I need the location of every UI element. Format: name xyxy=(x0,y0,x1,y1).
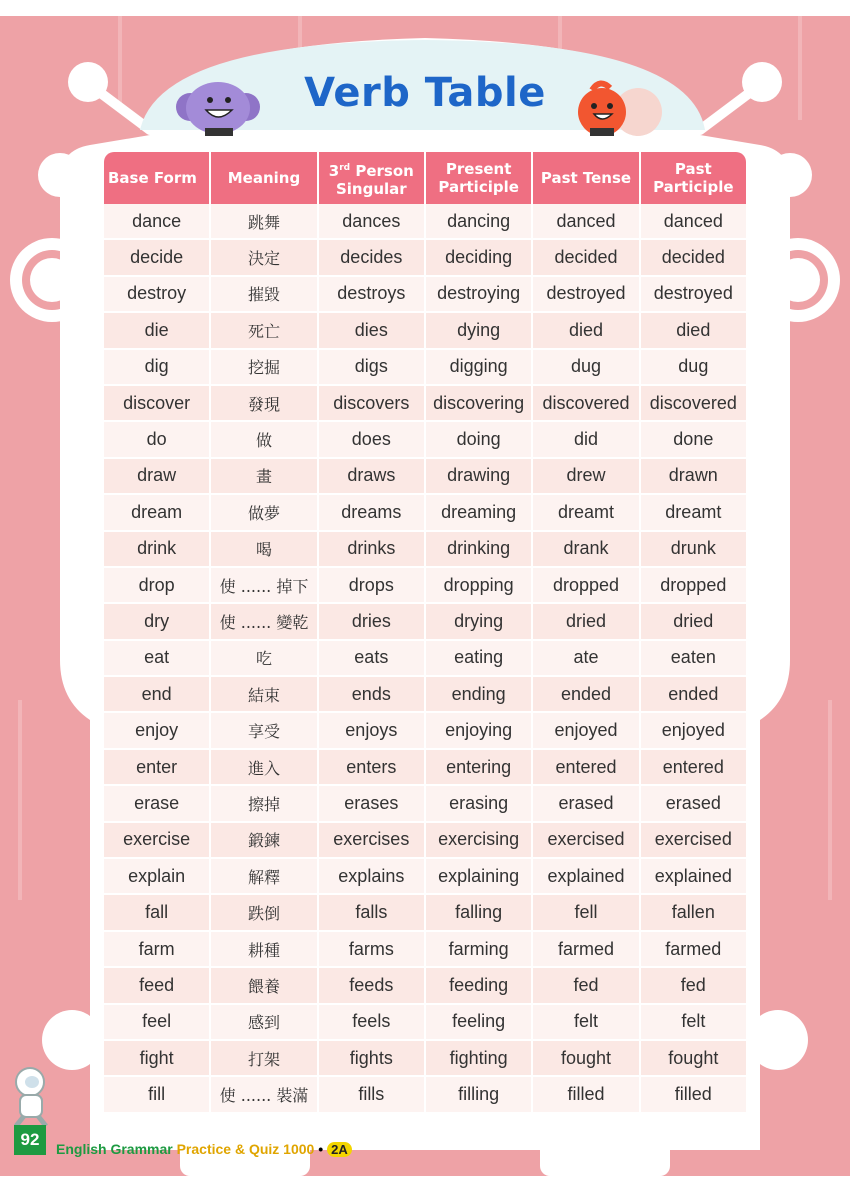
cell-past-participle: done xyxy=(641,422,746,458)
table-row xyxy=(104,350,746,386)
cell-present-participle: falling xyxy=(426,895,531,931)
cell-past-participle: felt xyxy=(641,1005,746,1041)
table-row xyxy=(104,604,746,640)
cell-base-form: do xyxy=(104,422,209,458)
astronaut-icon xyxy=(16,1068,46,1126)
cell-third-person: farms xyxy=(319,932,424,968)
verb-table-body xyxy=(104,204,746,1114)
cell-third-person: falls xyxy=(319,895,424,931)
cell-third-person: draws xyxy=(319,459,424,495)
cell-meaning: 擦掉 xyxy=(211,786,316,822)
table-row xyxy=(104,968,746,1004)
table-row xyxy=(104,1041,746,1077)
cell-past-tense: enjoyed xyxy=(533,713,638,749)
cell-meaning: 餵養 xyxy=(211,968,316,1004)
cell-present-participle: eating xyxy=(426,641,531,677)
cell-past-tense: exercised xyxy=(533,823,638,859)
cell-present-participle: ending xyxy=(426,677,531,713)
cell-third-person: ends xyxy=(319,677,424,713)
cell-third-person: exercises xyxy=(319,823,424,859)
cell-base-form: draw xyxy=(104,459,209,495)
book-footer xyxy=(56,1141,352,1157)
header-pastp-line1: Past xyxy=(674,160,712,178)
cell-base-form: discover xyxy=(104,386,209,422)
cell-base-form: dry xyxy=(104,604,209,640)
table-row xyxy=(104,422,746,458)
cell-third-person: dances xyxy=(319,204,424,240)
cell-past-tense: fed xyxy=(533,968,638,1004)
cell-base-form: explain xyxy=(104,859,209,895)
cell-meaning: 結束 xyxy=(211,677,316,713)
cell-meaning: 跌倒 xyxy=(211,895,316,931)
cell-past-participle: dug xyxy=(641,350,746,386)
cell-meaning: 吃 xyxy=(211,641,316,677)
cell-present-participle: explaining xyxy=(426,859,531,895)
cell-present-participle: fighting xyxy=(426,1041,531,1077)
cell-third-person: decides xyxy=(319,240,424,276)
cell-meaning: 耕種 xyxy=(211,932,316,968)
cell-present-participle: dropping xyxy=(426,568,531,604)
book-title-part1: English Grammar xyxy=(56,1141,173,1157)
cell-meaning: 感到 xyxy=(211,1005,316,1041)
cell-base-form: dream xyxy=(104,495,209,531)
header-third-ordinal: 3 xyxy=(328,161,340,180)
cell-base-form: farm xyxy=(104,932,209,968)
cell-third-person: erases xyxy=(319,786,424,822)
cell-past-participle: dreamt xyxy=(641,495,746,531)
table-row xyxy=(104,568,746,604)
cell-third-person: dreams xyxy=(319,495,424,531)
cell-third-person: does xyxy=(319,422,424,458)
cell-past-tense: dried xyxy=(533,604,638,640)
cell-base-form: enter xyxy=(104,750,209,786)
cell-present-participle: entering xyxy=(426,750,531,786)
verb-table xyxy=(102,152,748,1114)
cell-present-participle: doing xyxy=(426,422,531,458)
page-number: 92 xyxy=(14,1125,46,1155)
cell-base-form: dig xyxy=(104,350,209,386)
table-row xyxy=(104,786,746,822)
header-third-superscript: rd xyxy=(339,162,351,173)
cell-meaning: 鍛鍊 xyxy=(211,823,316,859)
page-title: Verb Table xyxy=(304,70,546,116)
table-row xyxy=(104,495,746,531)
cell-third-person: dries xyxy=(319,604,424,640)
cell-base-form: feed xyxy=(104,968,209,1004)
table-row xyxy=(104,1077,746,1113)
cell-past-tense: decided xyxy=(533,240,638,276)
header-pastp-line2: Participle xyxy=(653,178,734,196)
header-past-tense: Past Tense xyxy=(533,152,638,204)
table-row xyxy=(104,932,746,968)
table-row xyxy=(104,459,746,495)
cell-past-participle: drunk xyxy=(641,532,746,568)
cell-third-person: dies xyxy=(319,313,424,349)
cell-third-person: fills xyxy=(319,1077,424,1113)
cell-present-participle: drawing xyxy=(426,459,531,495)
cell-meaning: 使 ...... 變乾 xyxy=(211,604,316,640)
footer-separator: • xyxy=(318,1141,324,1157)
cell-present-participle: dancing xyxy=(426,204,531,240)
table-row xyxy=(104,313,746,349)
table-row xyxy=(104,1005,746,1041)
cell-third-person: drops xyxy=(319,568,424,604)
cell-base-form: end xyxy=(104,677,209,713)
cell-third-person: digs xyxy=(319,350,424,386)
cell-past-participle: dropped xyxy=(641,568,746,604)
cell-past-participle: fallen xyxy=(641,895,746,931)
cell-present-participle: drinking xyxy=(426,532,531,568)
cell-present-participle: dreaming xyxy=(426,495,531,531)
cell-present-participle: discovering xyxy=(426,386,531,422)
cell-base-form: drop xyxy=(104,568,209,604)
cell-third-person: feeds xyxy=(319,968,424,1004)
cell-third-person: discovers xyxy=(319,386,424,422)
cell-past-tense: died xyxy=(533,313,638,349)
cell-present-participle: drying xyxy=(426,604,531,640)
cell-past-participle: eaten xyxy=(641,641,746,677)
book-title-part2: Practice & Quiz 1000 xyxy=(172,1141,315,1157)
cell-present-participle: deciding xyxy=(426,240,531,276)
cell-present-participle: digging xyxy=(426,350,531,386)
table-row xyxy=(104,641,746,677)
cell-base-form: decide xyxy=(104,240,209,276)
cell-base-form: destroy xyxy=(104,277,209,313)
cell-meaning: 死亡 xyxy=(211,313,316,349)
cell-meaning: 解釋 xyxy=(211,859,316,895)
header-meaning: Meaning xyxy=(211,152,316,204)
cell-past-tense: fought xyxy=(533,1041,638,1077)
cell-meaning: 畫 xyxy=(211,459,316,495)
cell-past-tense: fell xyxy=(533,895,638,931)
cell-past-tense: farmed xyxy=(533,932,638,968)
header-present-line2: Participle xyxy=(438,178,519,196)
cell-base-form: fill xyxy=(104,1077,209,1113)
cell-past-tense: danced xyxy=(533,204,638,240)
cell-third-person: explains xyxy=(319,859,424,895)
cell-base-form: drink xyxy=(104,532,209,568)
table-row xyxy=(104,895,746,931)
cell-past-tense: dug xyxy=(533,350,638,386)
table-row xyxy=(104,750,746,786)
cell-past-tense: erased xyxy=(533,786,638,822)
cell-base-form: dance xyxy=(104,204,209,240)
header-present-participle xyxy=(426,152,531,204)
cell-past-tense: did xyxy=(533,422,638,458)
cell-base-form: erase xyxy=(104,786,209,822)
cell-base-form: eat xyxy=(104,641,209,677)
cell-past-participle: farmed xyxy=(641,932,746,968)
cell-past-participle: died xyxy=(641,313,746,349)
cell-present-participle: exercising xyxy=(426,823,531,859)
level-badge: 2A xyxy=(327,1142,352,1157)
cell-meaning: 跳舞 xyxy=(211,204,316,240)
cell-past-participle: fought xyxy=(641,1041,746,1077)
cell-third-person: destroys xyxy=(319,277,424,313)
cell-base-form: enjoy xyxy=(104,713,209,749)
cell-base-form: fall xyxy=(104,895,209,931)
cell-meaning: 決定 xyxy=(211,240,316,276)
header-present-line1: Present xyxy=(445,160,512,178)
cell-past-participle: exercised xyxy=(641,823,746,859)
header-past-participle xyxy=(641,152,746,204)
cell-past-tense: dropped xyxy=(533,568,638,604)
table-row xyxy=(104,859,746,895)
header-third-person xyxy=(319,152,424,204)
cell-base-form: die xyxy=(104,313,209,349)
cell-third-person: enters xyxy=(319,750,424,786)
table-row xyxy=(104,532,746,568)
cell-past-tense: destroyed xyxy=(533,277,638,313)
cell-base-form: exercise xyxy=(104,823,209,859)
cell-past-tense: drew xyxy=(533,459,638,495)
cell-meaning: 挖掘 xyxy=(211,350,316,386)
cell-present-participle: feeling xyxy=(426,1005,531,1041)
cell-past-participle: filled xyxy=(641,1077,746,1113)
cell-past-tense: felt xyxy=(533,1005,638,1041)
cell-meaning: 喝 xyxy=(211,532,316,568)
cell-third-person: fights xyxy=(319,1041,424,1077)
cell-present-participle: enjoying xyxy=(426,713,531,749)
cell-past-tense: ended xyxy=(533,677,638,713)
table-row xyxy=(104,713,746,749)
cell-meaning: 發現 xyxy=(211,386,316,422)
cell-third-person: enjoys xyxy=(319,713,424,749)
cell-meaning: 使 ...... 裝滿 xyxy=(211,1077,316,1113)
table-row xyxy=(104,677,746,713)
cell-past-participle: decided xyxy=(641,240,746,276)
cell-present-participle: farming xyxy=(426,932,531,968)
cell-meaning: 享受 xyxy=(211,713,316,749)
cell-third-person: eats xyxy=(319,641,424,677)
cell-past-participle: fed xyxy=(641,968,746,1004)
cell-present-participle: filling xyxy=(426,1077,531,1113)
header-third-rest: Person xyxy=(350,161,414,180)
cell-past-tense: explained xyxy=(533,859,638,895)
cell-meaning: 進入 xyxy=(211,750,316,786)
cell-past-participle: explained xyxy=(641,859,746,895)
table-row xyxy=(104,277,746,313)
cell-past-tense: discovered xyxy=(533,386,638,422)
cell-past-tense: dreamt xyxy=(533,495,638,531)
cell-present-participle: erasing xyxy=(426,786,531,822)
cell-meaning: 做 xyxy=(211,422,316,458)
table-row xyxy=(104,386,746,422)
cell-present-participle: destroying xyxy=(426,277,531,313)
cell-past-participle: destroyed xyxy=(641,277,746,313)
cell-present-participle: dying xyxy=(426,313,531,349)
cell-past-participle: ended xyxy=(641,677,746,713)
cell-meaning: 摧毀 xyxy=(211,277,316,313)
cell-base-form: feel xyxy=(104,1005,209,1041)
cell-past-participle: drawn xyxy=(641,459,746,495)
cell-past-participle: enjoyed xyxy=(641,713,746,749)
cell-past-tense: ate xyxy=(533,641,638,677)
cell-past-participle: danced xyxy=(641,204,746,240)
header-base-form: Base Form xyxy=(104,152,209,204)
cell-meaning: 使 ...... 掉下 xyxy=(211,568,316,604)
cell-third-person: feels xyxy=(319,1005,424,1041)
table-row xyxy=(104,204,746,240)
cell-meaning: 做夢 xyxy=(211,495,316,531)
cell-meaning: 打架 xyxy=(211,1041,316,1077)
cell-past-participle: erased xyxy=(641,786,746,822)
cell-past-tense: entered xyxy=(533,750,638,786)
cell-past-tense: filled xyxy=(533,1077,638,1113)
cell-past-participle: discovered xyxy=(641,386,746,422)
cell-base-form: fight xyxy=(104,1041,209,1077)
cell-past-participle: dried xyxy=(641,604,746,640)
cell-past-participle: entered xyxy=(641,750,746,786)
cell-third-person: drinks xyxy=(319,532,424,568)
table-row xyxy=(104,240,746,276)
table-row xyxy=(104,823,746,859)
header-third-line2: Singular xyxy=(335,179,407,198)
cell-present-participle: feeding xyxy=(426,968,531,1004)
cell-past-tense: drank xyxy=(533,532,638,568)
header-row xyxy=(104,152,746,204)
